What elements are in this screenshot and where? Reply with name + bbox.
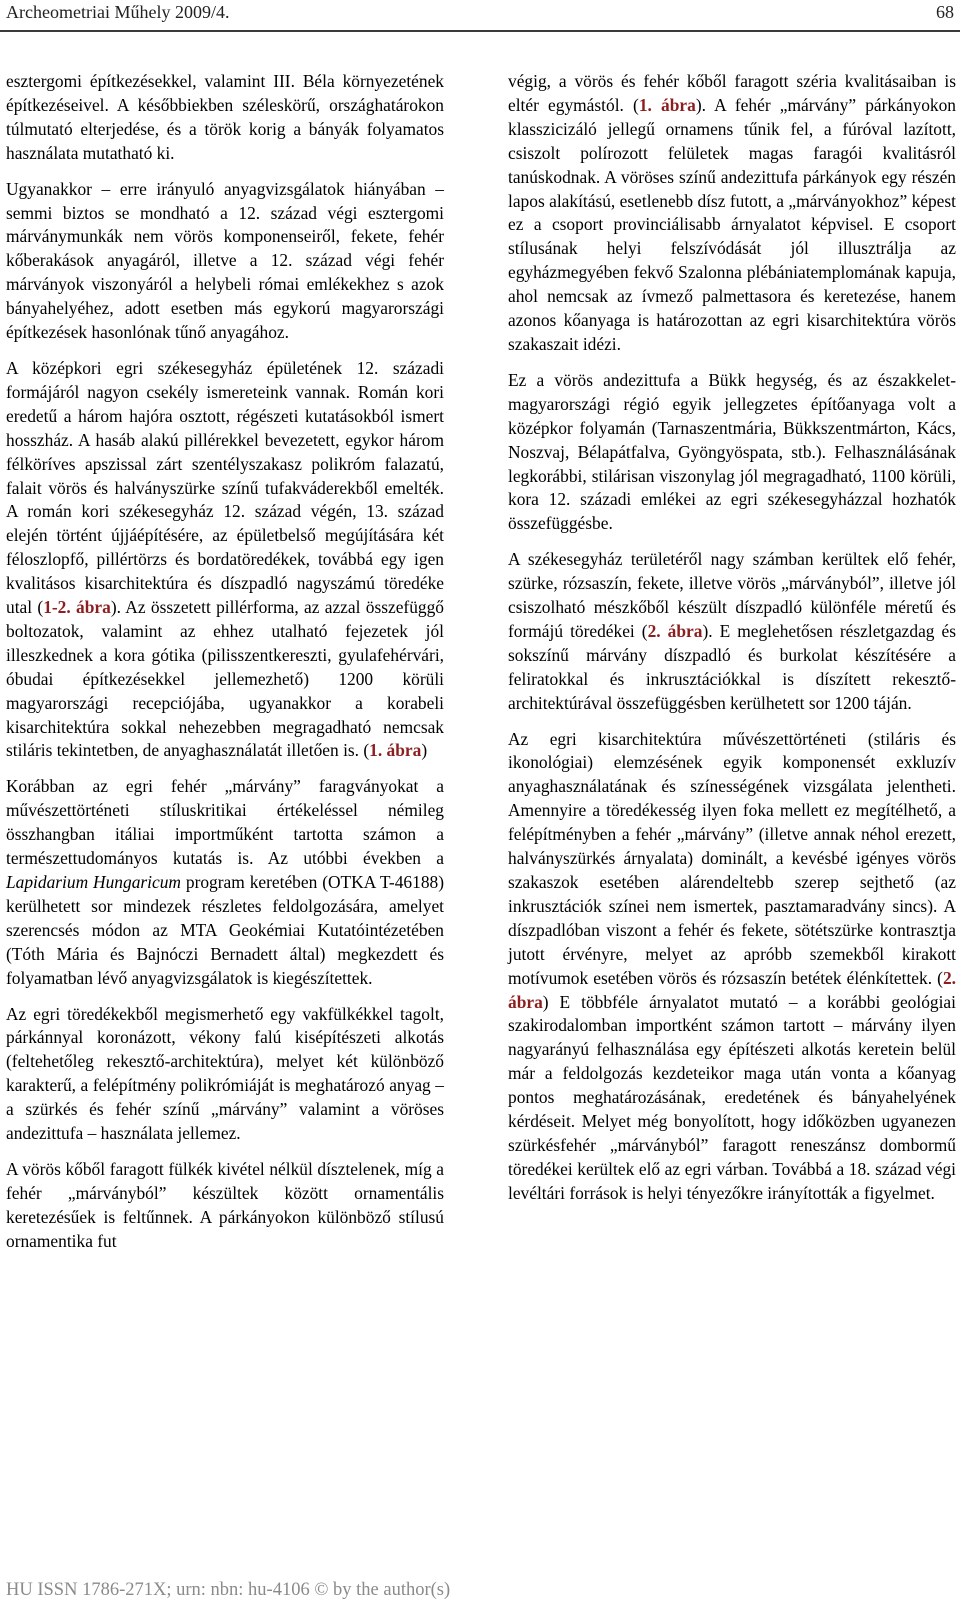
- figure-reference: 2. ábra: [508, 967, 956, 1012]
- figure-reference: 2. ábra: [647, 620, 703, 641]
- program-name: Lapidarium Hungaricum: [6, 872, 181, 892]
- figure-reference: 1-2. ábra: [43, 597, 111, 618]
- figure-reference: 1. ábra: [638, 94, 696, 115]
- left-column: [6, 70, 444, 1266]
- paragraph: A vörös kőből faragott fülkék kivétel nélkül dísztelenek, míg a fehér „márványból” készültek között ornamentális keretezésűek is feltűnnek. A párkányokon különböző stílusú ornamentika fut: [6, 1158, 444, 1251]
- header-rule: [0, 30, 960, 32]
- paragraph: Korábban az egri fehér „márvány” faragványokat a művészettörténeti stíluskritikai értékeléssel némileg összhangban itáliai importműként tartotta számon a természettudományos kutatás is. Az utóbbi években a Lapidarium Hungaricum program keretében (OTKA T-46188) kerülhetett sor mindezek részletes feldolgozására, amelyet szerencsés módon az MTA Geokémiai Kutatóintézetében (Tóth Mária és Bajnóczi Bernadett által) megkezdett és folyamatban lévő anyagvizsgálatok is kiegészítettek.: [6, 776, 444, 988]
- paragraph: A középkori egri székesegyház épületének 12. századi formájáról nagyon csekély ismereteink vannak. Román kori eredetű a három hajóra osztott, régészeti kutatásokból ismert hosszház. A hasáb alakú pillérekkel bevezetett, egykor három félköríves apszissal zárt szentélyszakasz polikróm falazatú, falait vörös és halványszürke színű tufakváderekből emelték. A román kori székesegyház 12. század végén, 13. század elején történt újjáépítésére, az épületbelső megújítására két féloszlopfő, pillértörzs és bordatöredékek, továbbá egy igen kvalitásos kisarchitektúra és díszpadló nagyszámú töredéke utal (1-2. ábra). Az összetett pillérforma, az azzal összefüggő boltozatok, valamint az ehhez utalható fejezetek jól illeszkednek a kora gótika (pilisszentkereszti, gyulafehérvári, óbudai építkezésekkel jellemezhető) 1200 körüli magyarországi recepciójába, ugyanakkor a korabeli kisarchitektúra sokkal nehezebben megragadható nemcsak stiláris tekintetben, de anyaghasználatát illetően is. (1. ábra): [6, 357, 444, 761]
- page-number: 68: [936, 2, 954, 22]
- figure-reference: 1. ábra: [369, 740, 422, 761]
- paragraph: A székesegyház területéről nagy számban kerültek elő fehér, szürke, rózsaszín, fekete, illetve vörös „márványból”, illetve jól csiszolható mészkőből készült díszpadló különféle méretű és formájú töredékei (2. ábra). E meglehetősen részletgazdag és sokszínű márvány díszpadló és burkolat készítésére a feliratokkal és inkrusztációkkal is díszített rekesztő-architektúrával összefüggésben kerülhetett sor 1200 táján.: [508, 549, 956, 713]
- paragraph: Ugyanakkor – erre irányuló anyagvizsgálatok hiányában – semmi biztos se mondható a 12. század végi esztergomi márványmunkák nem vörös komponenseiről, fekete, fehér kőberakások anyagáról, illetve a 12. század végi fehér márványok viszonyáról a helybeli római emlékekhez s azok bányahelyéhez, adott esetben más egykorú magyarországi építkezések hasonlónak tűnő anyagához.: [6, 178, 444, 343]
- footer-issn: HU ISSN 1786-271X; urn: nbn: hu-4106 © by the author(s): [6, 1580, 451, 1600]
- running-header: [6, 0, 954, 26]
- paragraph: végig, a vörös és fehér kőből faragott széria kvalitásaiban is eltér egymástól. (1. ábra). A fehér „márvány” párkányokon klasszicizáló jellegű ornamens tűnik fel, a fúróval lazított, csiszolt polírozott felületek magas faragói kvalitásról tanúskodnak. A vöröses színű andezittufa párkányok egy részén lapos alakítású, esetlenebb dísz futott, a „márványokhoz” képest ez a csoport provinciálisabb árnyalatot képvisel. E csoport stílusának helyi felszívódását jól illusztrálja az egyházmegyében fekvő Szalonna plébániatemplomának kapuja, ahol nemcsak az ívmező palmettasora és keretezése, hanem azonos kőanyaga is határozottan az egri kisarchitektúra vörös szakaszait idézi.: [508, 71, 956, 354]
- paragraph: esztergomi építkezésekkel, valamint III. Béla környezetének építkezéseivel. A későbbiekben széleskörű, országhatárokon túlmutató elterjedése, és a török korig a bányák folyamatos használata mutatható ki.: [6, 71, 444, 163]
- right-column: [508, 70, 956, 1218]
- paragraph: Az egri kisarchitektúra művészettörténeti (stiláris és ikonológiai) elemzésének egyik komponensét exkluzív anyaghasználatának és színességének vizsgálata jelentheti. Amennyire a töredékesség ilyen foka mellett ez megítélhető, a felépítményben a fehér „márvány” (illetve annak néhol erezett, halványszürkés árnyalata) dominált, a kevésbé igényes vörös szakaszok esetében alárendeltebb szerep sejthető (az inkrusztációk színei nem ismertek, pasztamaradvány sincs). A díszpadlóban viszont a fehér és fekete, sötétszürke kontrasztja jutott érvényre, melyet az apróbb szemekből kirakott motívumok esetében vörös és rózsaszín betétek élénkítettek. (2. ábra) E többféle árnyalatot mutató – a korábbi geológiai szakirodalomban importként számon tartott – márvány ilyen nagyarányú felhasználása egy építészeti alkotás keretein belül már a feldolgozás kezdeteikor maga után vonta a kőanyag pontos meghatározásának, eredetének és bányahelyének kérdéseit. Melyet még bonyolított, hogy időközben ugyanezen szürkésfehér „márványból” faragott reneszánsz dombormű töredékei kerültek elő az egri várban. Továbbá a 18. század végi levéltári források is helyi tényezőkre irányították a figyelmet.: [508, 728, 956, 1203]
- paragraph: Az egri töredékekből megismerhető egy vakfülkékkel tagolt, párkánnyal koronázott, vékony falú kisépítészeti alkotás (feltehetőleg rekesztő-architektúra), melyet két különböző karakterű, a felépítmény polikrómiáját is meghatározó anyag – a szürkés és fehér színű „márvány” valamint a vöröses andezittufa – használata jellemez.: [6, 1003, 444, 1144]
- paragraph: Ez a vörös andezittufa a Bükk hegység, és az északkelet-magyarországi régió egyik jellegzetes építőanyaga volt a középkor folyamán (Tarnaszentmária, Bükkszentmárton, Kács, Noszvaj, Bélapátfalva, Gyöngyöspata, stb.). Felhasználásának legkorábbi, stilárisan viszonylag jól megragadható, 1100 körüli, kora 12. századi emlékei az egri székesegyházzal hozhatók összefüggésbe.: [508, 369, 956, 534]
- journal-title: Archeometriai Műhely 2009/4.: [6, 2, 230, 22]
